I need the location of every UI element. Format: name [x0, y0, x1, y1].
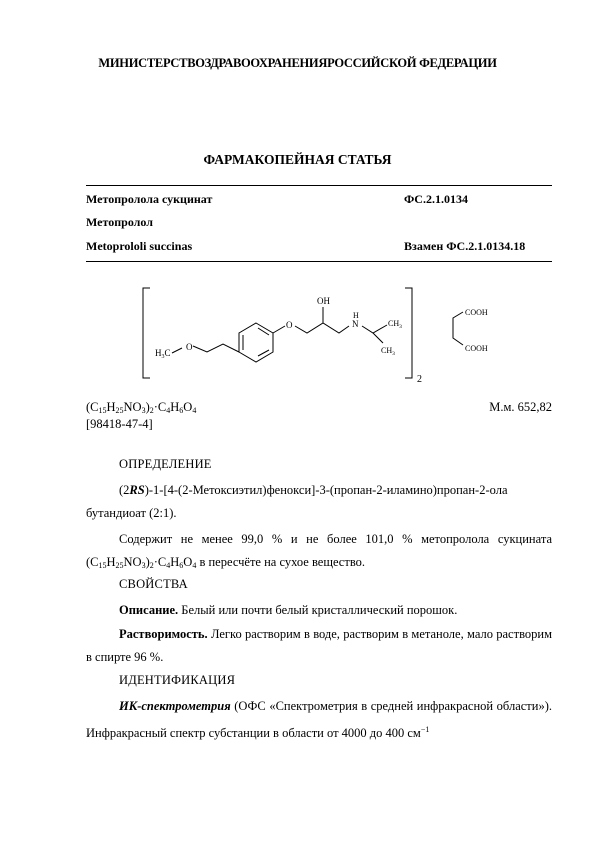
- description-paragraph: [86, 599, 552, 622]
- description-label: Описание.: [119, 603, 179, 617]
- methyl-left-h: H: [155, 348, 162, 358]
- formula-sub: 4: [166, 561, 171, 570]
- formula-part: O: [183, 555, 193, 569]
- formula-sub: 6: [179, 561, 184, 570]
- formula-sub: 4: [166, 406, 171, 415]
- content-formula: [86, 555, 196, 569]
- methyl-upper-ch: CH: [388, 319, 400, 328]
- methyl-upper-sub: 3: [399, 324, 402, 330]
- substance-name-ru: Метопролола сукцинат: [86, 192, 213, 206]
- formula-part: O: [183, 400, 193, 414]
- formula-sub: 4: [192, 561, 197, 570]
- methyl-lower: [381, 346, 395, 357]
- formula-part: H: [170, 400, 180, 414]
- iupac-name: )-1-[4-(2-Метоксиэтил)фенокси]-3-(пропан-2-иламино)пропан-2-ола бутандиоат (2:1).: [86, 483, 508, 520]
- formula-sub: 4: [192, 406, 197, 415]
- formula-sub: 2: [149, 561, 154, 570]
- section-identification-heading: ИДЕНТИФИКАЦИЯ: [119, 673, 236, 687]
- replaces-code: Взамен ФС.2.1.0134.18: [404, 239, 526, 253]
- formula-part: H: [106, 555, 116, 569]
- formula-sub: 2: [149, 406, 154, 415]
- iupac-prefix: (2: [119, 483, 130, 497]
- methyl-lower-sub: 3: [392, 351, 395, 357]
- ether-oxygen-left: O: [186, 342, 193, 352]
- methyl-upper: [388, 319, 402, 330]
- formula-part: NO: [123, 555, 142, 569]
- monograph-code: ФС.2.1.0134: [404, 192, 468, 206]
- formula-sub: 3: [141, 561, 146, 570]
- header-top-rule: [86, 185, 552, 186]
- methyl-lower-ch: CH: [381, 346, 393, 355]
- succinate-chain: [453, 312, 463, 345]
- amine-n: N: [352, 319, 359, 329]
- ir-paragraph: [86, 695, 552, 745]
- section-properties-heading: СВОЙСТВА: [119, 577, 188, 591]
- structural-formula: [135, 280, 535, 390]
- content-text: Содержит не менее 99,0 % и не более 101,0 % метопролола сукцината: [119, 532, 552, 546]
- formula-part: ·C: [153, 400, 167, 414]
- header-bottom-rule: [86, 261, 552, 262]
- content-paragraph: [86, 528, 552, 574]
- formula-sub: 25: [115, 561, 124, 570]
- hydroxyl-label: OH: [317, 296, 330, 306]
- ir-label: ИК-спектрометрия: [119, 699, 231, 713]
- document-type-title: ФАРМАКОПЕЙНАЯ СТАТЬЯ: [203, 152, 392, 167]
- formula-part: ): [145, 400, 150, 414]
- formula-part: (C: [86, 400, 99, 414]
- formula-part: NO: [123, 400, 142, 414]
- solubility-paragraph: [86, 623, 552, 669]
- benzene-ring: [239, 323, 273, 362]
- substance-name-latin: Metoprololi succinas: [86, 239, 193, 253]
- ir-text: (ОФС «Спектрометрия в средней инфракрасной области»). Инфракрасный спектр субстанции в области от 4000 до 400 см: [86, 699, 552, 741]
- formula-sub: 25: [115, 406, 124, 415]
- formula-part: H: [106, 400, 116, 414]
- carboxyl-lower: COOH: [465, 344, 488, 353]
- left-chain: [172, 344, 239, 353]
- ir-superscript: −1: [420, 725, 430, 734]
- iupac-stereo: RS: [129, 483, 145, 497]
- formula-sub: 6: [179, 406, 184, 415]
- substance-name-ru-alt: Метопролол: [86, 215, 153, 229]
- solubility-label: Растворимость.: [119, 627, 208, 641]
- definition-paragraph: [86, 479, 552, 525]
- ether-oxygen-right: O: [286, 320, 293, 330]
- molecular-formula: [86, 400, 196, 415]
- section-definition-heading: ОПРЕДЕЛЕНИЕ: [119, 457, 212, 471]
- formula-part: (C: [86, 555, 99, 569]
- description-text: Белый или почти белый кристаллический порошок.: [178, 603, 458, 617]
- methyl-left: [155, 348, 171, 360]
- molecular-weight: М.м. 652,82: [489, 400, 552, 414]
- left-bracket: [143, 288, 150, 378]
- methyl-left-sub: 3: [161, 354, 165, 360]
- bracket-subscript: 2: [417, 374, 422, 385]
- right-bracket: [405, 288, 412, 378]
- ministry-heading: МИНИСТЕРСТВОЗДРАВООХРАНЕНИЯРОССИЙСКОЙ ФЕДЕРАЦИИ: [98, 56, 497, 70]
- formula-sub: 15: [98, 561, 107, 570]
- content-tail: в пересчёте на сухое вещество.: [199, 555, 366, 569]
- carboxyl-upper: COOH: [465, 308, 488, 317]
- formula-part: H: [170, 555, 180, 569]
- formula-part: ·C: [153, 555, 167, 569]
- formula-part: ): [145, 555, 150, 569]
- amine-h: H: [353, 311, 359, 320]
- solubility-text: Легко растворим в воде, растворим в метаноле, мало растворим в спирте 96 %.: [86, 627, 552, 664]
- formula-sub: 15: [98, 406, 107, 415]
- cas-number: [98418-47-4]: [86, 417, 153, 431]
- methyl-left-c: C: [164, 348, 171, 358]
- formula-sub: 3: [141, 406, 146, 415]
